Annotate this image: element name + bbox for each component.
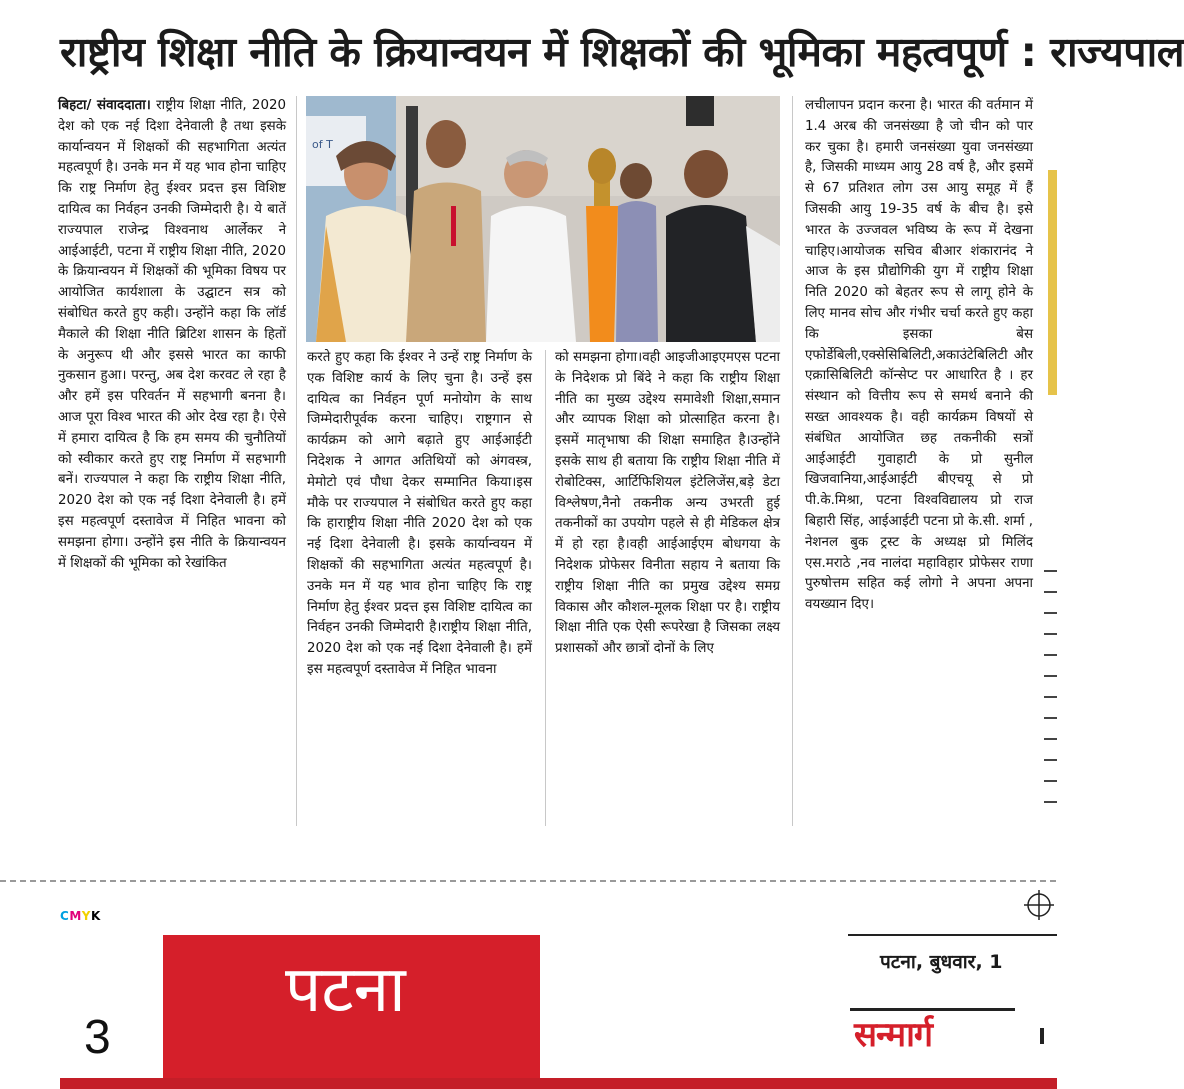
cut-line bbox=[0, 880, 1057, 882]
date-line: पटना, बुधवार, 1 bbox=[880, 951, 1003, 973]
adjacent-article-strip bbox=[1040, 170, 1057, 830]
lamp-lighting-photo bbox=[306, 96, 780, 342]
page-number: 3 bbox=[84, 1011, 111, 1064]
dateline: बिहटा/ संवाददाता। bbox=[58, 98, 151, 113]
masthead bbox=[850, 1008, 1015, 1057]
cmyk-c: C bbox=[60, 909, 70, 923]
adjacent-text bbox=[1044, 570, 1057, 820]
registration-mark-icon bbox=[1024, 890, 1054, 920]
article-column-1 bbox=[58, 96, 286, 574]
column-3-text: को समझना होगा।वही आइजीआइएमएस पटना के निदेशक प्रो बिंदे ने कहा कि राष्ट्रीय शिक्षा नीति का मुख्य उद्देश्य समावेशी शिक्षा,समान और व्यापक शिक्षा को प्रोत्साहित करना है। इसमें मातृभाषा की शिक्षा समाहित है।उन्होंने इसके साथ ही बताया कि राष्ट्रीय शिक्षा नीति में रोबोटिक्स, आर्टिफिशियल इंटेलिजेंस,बड़े डेटा विश्लेषण,नैनो तकनीक अन्य उभरती हुई तकनीकों का उपयोग पहले से ही मेडिकल क्षेत्र में हो रहा है।वही आईआईएम बोधगया के निदेशक प्रोफेसर विनीता सहाय ने बताया कि राष्ट्रीय शिक्षा नीति का प्रमुख उद्देश्य समग्र विकास और कौशल-मूलक शिक्षा पर है। राष्ट्रीय शिक्षा नीति एक ऐसी रूपरेखा है जिसका लक्ष्य प्रशासकों और छात्रों दोनों के लिए bbox=[555, 350, 780, 657]
column-divider bbox=[296, 96, 297, 826]
bottom-rule bbox=[60, 1078, 1057, 1089]
headline-band bbox=[0, 0, 1184, 92]
section-label: पटना bbox=[285, 953, 406, 1027]
column-4-text: लचीलापन प्रदान करना है। भारत की वर्तमान में 1.4 अरब की जनसंख्या है जो चीन को पार कर चुका है। हमारी जनसंख्या युवा जनसंख्या है, जिसकी माध्यम आयु 28 वर्ष है, और इसमें से 67 प्रतिशत लोग उस आयु समूह में हैं जिसकी आयु 19-35 वर्ष के बीच है। इसे भारत के उज्जवल भविष्य के रूप में देखना चाहिए।आयोजक सचिव बीआर शंकारानंद ने आज के इस प्रौद्योगिकी युग में राष्ट्रीय शिक्षा निति 2020 को बेहतर रूप से लागू होने के लिए मानव सोच और गंभीर चर्चा करते हुए कहा कि इसका बेस एफोर्डेबिली,एक्सेसिबिलिटी,अकाउंटेबिलिटी और एक्रासिबिलिटी कॉन्सेप्ट पर आधारित है । हर संस्थान को वित्तीय रूप से समर्थ बनाने की सख्त आवश्यक है। वही कार्यक्रम विषयों से संबंधित आयोजित छह तकनीकी सत्रों आईआईटी गुवाहाटी के प्रो सुनील खिजवानिया,आईआईटी बीएचयू से प्रो पी.के.मिश्रा, पटना विश्वविद्यालय प्रो राज बिहारी सिंह, आईआईटी पटना प्रो के.सी. शर्मा , नेशनल बुक ट्रस्ट के अध्यक्ष प्रो मिलिंद एस.मराठे ,नव नालंदा महाविहार प्रोफेसर राणा पुरुषोत्तम सहित कई लोगो ने अपना अपना वयख्यान दिए। bbox=[805, 98, 1033, 613]
masthead-bar bbox=[1040, 1028, 1044, 1044]
column-1-text: राष्ट्रीय शिक्षा नीति, 2020 देश को एक नई दिशा देनेवाली है तथा इसके कार्यान्वयन में शिक्षकों की सहभागिता अत्यंत महत्वपूर्ण है। उनके मन में यह भाव होना चाहिए कि राष्ट्र निर्माण हेतु ईश्वर प्रदत्त इस विशिष्ट दायित्व का निर्वहन उनकी जिम्मेदारी है। ये बातें राज्यपाल राजेन्द्र विश्वनाथ आर्लेकर ने आईआईटी, पटना में राष्ट्रीय शिक्षा नीति, 2020 के क्रियान्वयन में शिक्षकों की भूमिका विषय पर आयोजित कार्यशाला के उद्घाटन सत्र को संबोधित करते हुए कही। उन्होंने कहा कि लॉर्ड मैकाले की शिक्षा नीति ब्रिटिश शासन के हितों के अनुरूप थी और इससे भारत का काफी नुकसान हुआ। परन्तु, अब देश करवट ले रहा है और हमें इस परिवर्तन में सहभागी बनना है। आज पूरा विश्व भारत की ओर देख रहा है। ऐसे में हमारा दायित्व है कि हम समय की चुनौतियों को स्वीकार करते हुए राष्ट्र निर्माण में सहभागी बनें। राज्यपाल ने कहा कि राष्ट्रीय शिक्षा नीति, 2020 देश को एक नई दिशा देनेवाली है। हमें इस महत्वपूर्ण दस्तावेज में निहित भावना को समझना होगा। उन्होंने इस नीति के क्रियान्वयन में शिक्षकों की भूमिका को रेखांकित bbox=[58, 98, 286, 571]
article-column-4 bbox=[805, 96, 1033, 616]
date-rule bbox=[848, 934, 1057, 936]
column-divider bbox=[545, 350, 546, 826]
cmyk-m: M bbox=[69, 909, 82, 923]
cmyk-y: Y bbox=[81, 909, 91, 923]
column-divider bbox=[792, 96, 793, 826]
section-label-box bbox=[163, 935, 540, 1089]
event-photo bbox=[306, 96, 780, 342]
cmyk-k: K bbox=[90, 909, 101, 923]
adjacent-photo bbox=[1048, 170, 1057, 395]
cmyk-marker bbox=[60, 909, 101, 923]
headline: राष्ट्रीय शिक्षा नीति के क्रियान्वयन में शिक्षकों की भूमिका महत्वपूर्ण : राज्यपाल bbox=[60, 28, 1184, 76]
column-2-text: करते हुए कहा कि ईश्वर ने उन्हें राष्ट्र निर्माण के एक विशिष्ट कार्य के लिए चुना है। उन्हें इस दायित्व का निर्वहन पूर्ण मनोयोग के साथ जिम्मेदारीपूर्वक करना चाहिए। राष्ट्रगान से कार्यक्रम को आगे बढ़ाते हुए आईआईटी निदेशक ने आगत अतिथियों को अंगवस्त्र, मेमोटो एवं पौधा देकर सम्मानित किया।इस मौके पर राज्यपाल ने संबोधित करते हुए कहा कि हाराष्ट्रीय शिक्षा नीति 2020 देश को एक नई दिशा देनेवाली है। इसके कार्यान्वयन में शिक्षकों की सहभागिता अत्यंत महत्वपूर्ण है। उनके मन में यह भाव होना चाहिए कि राष्ट्र निर्माण हेतु ईश्वर प्रदत्त इस विशिष्ट दायित्व का निर्वहन उनकी जिम्मेदारी है।राष्ट्रीय शिक्षा नीति, 2020 देश को एक नई दिशा देनेवाली है। हमें इस महत्वपूर्ण दस्तावेज में निहित भावना bbox=[307, 350, 532, 677]
article-column-2 bbox=[307, 348, 532, 681]
banner-text: of T bbox=[312, 138, 333, 151]
masthead-title: सन्मार्ग bbox=[854, 1015, 933, 1055]
article-column-3 bbox=[555, 348, 780, 660]
